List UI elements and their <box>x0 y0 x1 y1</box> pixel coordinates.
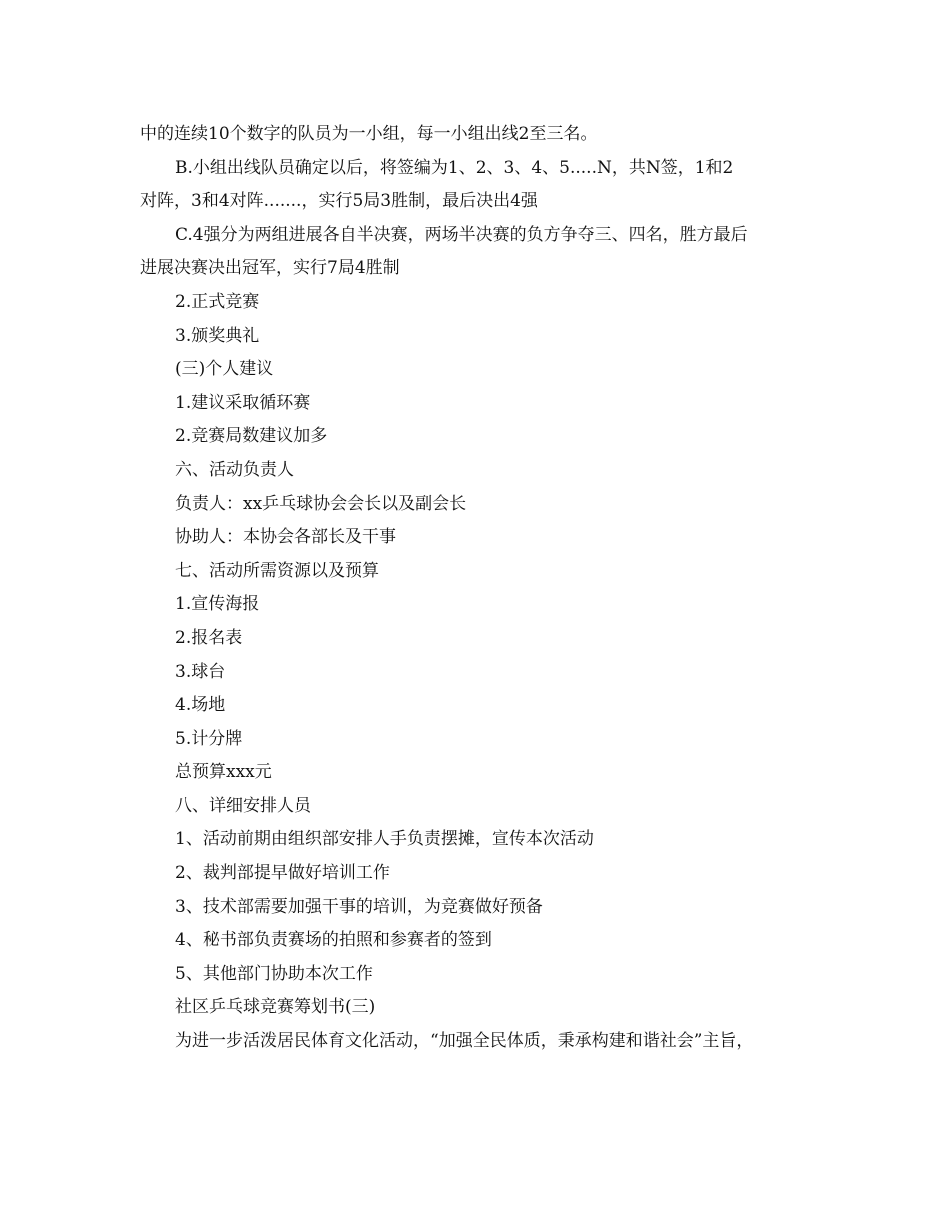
text-line: 1、活动前期由组织部安排人手负责摆摊，宣传本次活动 <box>175 829 594 850</box>
text-line: 七、活动所需资源以及预算 <box>175 560 379 581</box>
text-line: 3.颁奖典礼 <box>175 325 260 346</box>
text-line: C.4强分为两组进展各自半决赛，两场半决赛的负方争夺三、四名，胜方最后 <box>175 224 748 245</box>
text-line: 5.计分牌 <box>175 728 243 749</box>
document-body <box>140 118 830 1059</box>
text-line: 1.宣传海报 <box>175 594 260 615</box>
text-line: 进展决赛决出冠军，实行7局4胜制 <box>140 258 400 279</box>
text-line: 对阵，3和4对阵.......，实行5局3胜制，最后决出4强 <box>140 191 538 212</box>
text-line: 中的连续10个数字的队员为一小组，每一小组出线2至三名。 <box>140 124 598 144</box>
text-line: 3、技术部需要加强干事的培训，为竞赛做好预备 <box>175 896 543 917</box>
text-line: 六、活动负责人 <box>175 459 294 480</box>
text-line: 4.场地 <box>175 695 226 716</box>
text-line: 总预算xxx元 <box>175 762 272 783</box>
text-line: 协助人：本协会各部长及干事 <box>175 527 396 548</box>
text-line: 八、详细安排人员 <box>175 795 311 816</box>
text-line: 1.建议采取循环赛 <box>175 392 311 413</box>
text-line: 负责人：xx乒乓球协会会长以及副会长 <box>175 493 467 514</box>
text-line: 3.球台 <box>175 661 226 682</box>
text-line: 社区乒乓球竞赛筹划书(三) <box>175 997 376 1018</box>
text-line: B.小组出线队员确定以后，将签编为1、2、3、4、5.....N，共N签，1和2 <box>175 157 734 178</box>
text-line: 2.正式竞赛 <box>175 291 260 312</box>
text-line: 2、裁判部提早做好培训工作 <box>175 863 390 884</box>
text-line: 5、其他部门协助本次工作 <box>175 963 373 984</box>
text-line: 2.竞赛局数建议加多 <box>175 426 328 447</box>
text-line: 为进一步活泼居民体育文化活动，“加强全民体质，秉承构建和谐社会”主旨， <box>175 1031 754 1052</box>
text-line: 2.报名表 <box>175 627 243 648</box>
text-line: 4、秘书部负责赛场的拍照和参赛者的签到 <box>175 930 492 951</box>
text-line: (三)个人建议 <box>175 359 274 380</box>
